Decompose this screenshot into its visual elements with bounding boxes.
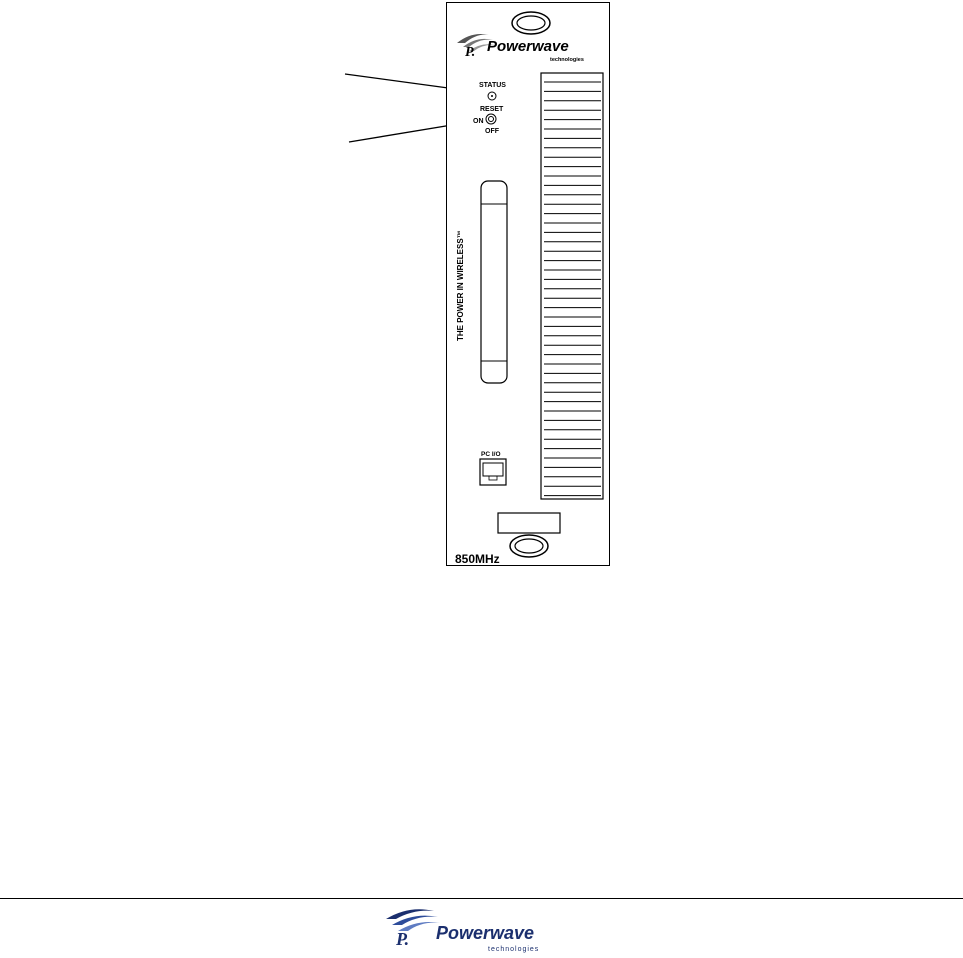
footer-logo <box>384 905 584 955</box>
svg-text:P.: P. <box>465 45 476 60</box>
top-mounting-hole <box>512 12 550 34</box>
svg-text:P.: P. <box>396 929 410 949</box>
status-label: STATUS <box>479 82 506 89</box>
reset-label: RESET <box>480 106 504 113</box>
port-label: PC I/O <box>481 451 501 458</box>
top-mounting-hole-inner <box>517 16 545 30</box>
panel-art <box>447 3 611 567</box>
off-label: OFF <box>485 128 499 135</box>
vertical-slogan: THE POWER IN WIRELESS™ <box>456 230 465 341</box>
frequency-label: 850MHz <box>455 552 500 566</box>
panel-handle-slot <box>481 181 507 383</box>
toggle-switch-icon[interactable] <box>486 114 496 124</box>
module-front-panel <box>446 2 610 566</box>
powerwave-swoosh-icon <box>386 909 440 949</box>
footer-brand-name: Powerwave <box>436 923 535 943</box>
footer-brand-sub: technologies <box>488 946 540 953</box>
panel-brand-sub: technologies <box>550 57 584 63</box>
rj45-port-icon[interactable] <box>480 459 506 485</box>
on-label: ON <box>473 118 484 125</box>
heatsink-fins <box>541 73 603 499</box>
footer-rule <box>0 898 963 899</box>
label-plate <box>498 513 560 533</box>
panel-brand-name: Powerwave <box>487 38 569 55</box>
bottom-mounting-hole <box>510 535 548 557</box>
bottom-mounting-hole-inner <box>515 539 543 553</box>
